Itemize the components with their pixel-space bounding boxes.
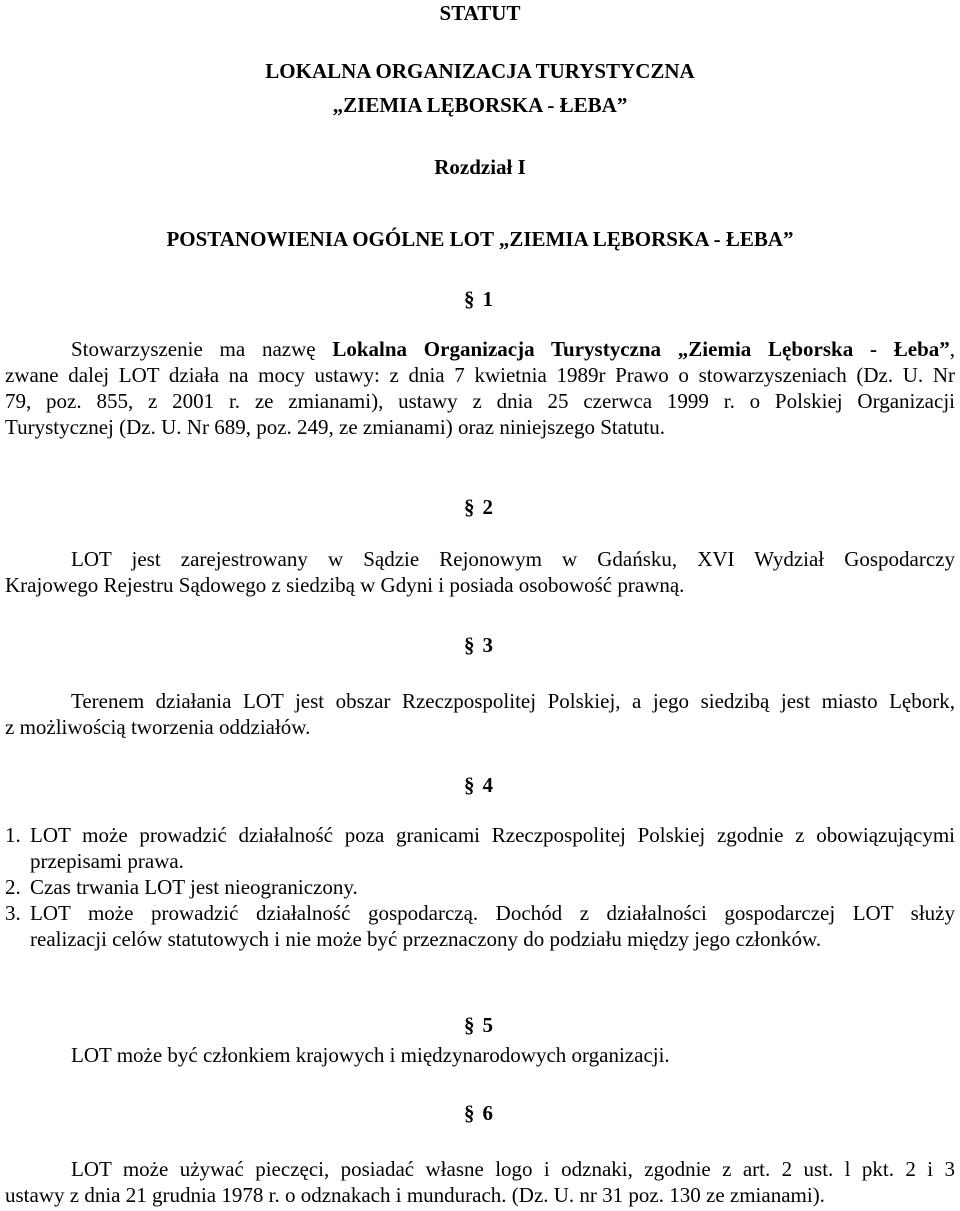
- document-title: STATUT: [439, 1, 521, 25]
- section-2-paragraph: [5, 546, 955, 598]
- section-number: 2: [482, 495, 493, 519]
- section-2-heading: [464, 494, 504, 520]
- section-mark: §: [464, 287, 475, 311]
- section-mark: §: [464, 1101, 475, 1125]
- list-item-number: 3.: [5, 901, 21, 925]
- paragraph-line: ustawy z dnia 21 grudnia 1978 r. o odznakach i mundurach. (Dz. U. nr 31 poz. 130 ze zmianami).: [5, 1183, 825, 1207]
- chapter-title: POSTANOWIENIA OGÓLNE LOT „ZIEMIA LĘBORSKA - ŁEBA”: [166, 227, 794, 251]
- organization-name-line2: „ZIEMIA LĘBORSKA - ŁEBA”: [332, 93, 628, 117]
- paragraph-line: Terenem działania LOT jest obszar Rzeczpospolitej Polskiej, a jego siedzibą jest miasto Lębork,: [71, 689, 955, 713]
- organization-name-bold: Lokalna Organizacja Turystyczna „Ziemia Lęborska - Łeba”: [332, 337, 950, 361]
- paragraph-line: LOT może używać pieczęci, posiadać własne logo i odznaki, zgodnie z art. 2 ust. l pkt. 2 i 3: [71, 1157, 955, 1181]
- list-item-line: LOT może prowadzić działalność poza granicami Rzeczpospolitej Polskiej zgodnie z obowiązującymi: [30, 823, 955, 847]
- chapter-heading: Rozdział I: [434, 155, 526, 179]
- section-1-paragraph: [5, 336, 955, 440]
- list-item-number: 1.: [5, 823, 21, 847]
- section-mark: §: [464, 773, 475, 797]
- paragraph-line: Stowarzyszenie ma nazwę Lokalna Organizacja Turystyczna „Ziemia Lęborska - Łeba”,: [71, 337, 955, 361]
- section-number: 5: [482, 1013, 493, 1037]
- section-mark: §: [464, 633, 475, 657]
- section-4-list: [5, 822, 955, 952]
- list-item: [5, 900, 955, 952]
- list-item-line: LOT może prowadzić działalność gospodarczą. Dochód z działalności gospodarczej LOT służy: [30, 901, 955, 925]
- section-3-paragraph: [5, 688, 955, 740]
- section-mark: §: [464, 1013, 475, 1037]
- paragraph-line: Turystycznej (Dz. U. Nr 689, poz. 249, ze zmianami) oraz niniejszego Statutu.: [5, 415, 665, 439]
- paragraph-line: 79, poz. 855, z 2001 r. ze zmianami), ustawy z dnia 25 czerwca 1999 r. o Polskiej Organizacji: [5, 389, 955, 413]
- paragraph-line: LOT jest zarejestrowany w Sądzie Rejonowym w Gdańsku, XVI Wydział Gospodarczy: [71, 547, 955, 571]
- section-mark: §: [464, 495, 475, 519]
- list-item: [5, 874, 955, 900]
- section-6-paragraph: [5, 1156, 955, 1208]
- paragraph-line: zwane dalej LOT działa na mocy ustawy: z dnia 7 kwietnia 1989r Prawo o stowarzyszeniach (Dz. U. Nr: [5, 363, 955, 387]
- section-5-heading: [464, 1012, 504, 1038]
- section-number: 1: [482, 287, 493, 311]
- section-5-paragraph: [5, 1042, 955, 1068]
- section-4-heading: [464, 772, 504, 798]
- organization-name-line1: LOKALNA ORGANIZACJA TURYSTYCZNA: [265, 59, 695, 83]
- list-item-number: 2.: [5, 875, 21, 899]
- paragraph-line: z możliwością tworzenia oddziałów.: [5, 715, 311, 739]
- section-3-heading: [464, 632, 504, 658]
- section-1-heading: [464, 286, 504, 312]
- list-item: [5, 822, 955, 874]
- section-number: 3: [482, 633, 493, 657]
- list-item-line: Czas trwania LOT jest nieograniczony.: [30, 875, 358, 899]
- list-item-line: przepisami prawa.: [30, 849, 184, 873]
- section-number: 6: [482, 1101, 493, 1125]
- section-number: 4: [482, 773, 493, 797]
- paragraph-line: LOT może być członkiem krajowych i międzynarodowych organizacji.: [71, 1043, 670, 1067]
- section-6-heading: [464, 1100, 504, 1126]
- paragraph-line: Krajowego Rejestru Sądowego z siedzibą w Gdyni i posiada osobowość prawną.: [5, 573, 685, 597]
- list-item-line: realizacji celów statutowych i nie może być przeznaczony do podziału między jego członków.: [30, 927, 822, 951]
